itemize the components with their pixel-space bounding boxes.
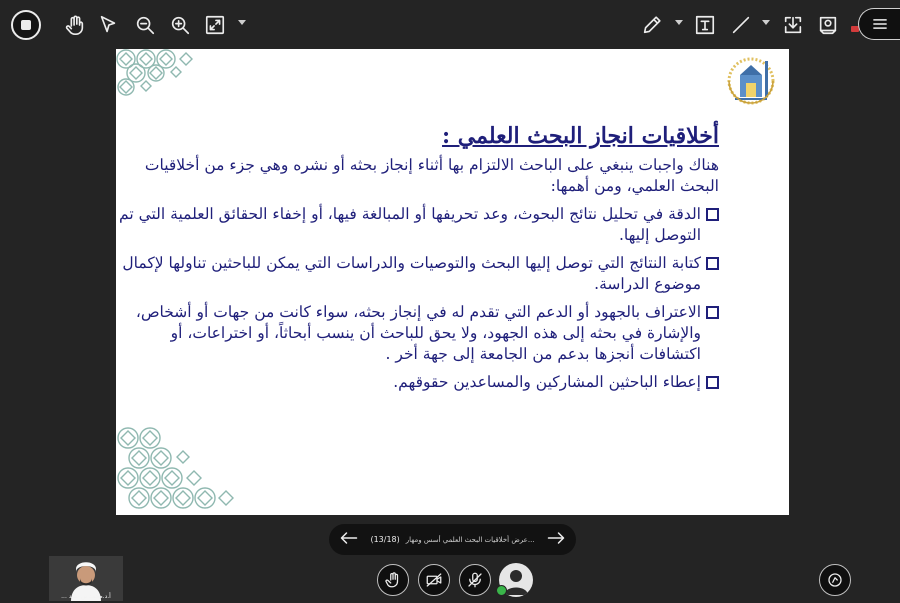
- presentation-slide: [116, 49, 789, 515]
- pen-tool-button[interactable]: [636, 9, 668, 41]
- save-slide-button[interactable]: [812, 9, 844, 41]
- checkbox-bullet-icon: [706, 306, 719, 319]
- bullet-item: [116, 302, 719, 365]
- zoom-in-button[interactable]: [164, 9, 196, 41]
- bullet-text: الاعتراف بالجهود أو الدعم التي تقدم له في إنجاز بحثه، سواء كانت من جهات أو أشخاص، والإشارة في بحثه إلى هذه الجهود، ولا يحق للباحث أن ينسب أبحاثاً، أو اختراعات، أو اكتشافات أنجزها بدعم من الجامعة إلى جهة أخر .: [135, 303, 701, 363]
- top-left-ornament: [116, 49, 196, 97]
- checkbox-bullet-icon: [706, 376, 719, 389]
- download-button[interactable]: [777, 9, 809, 41]
- bullet-text: الدقة في تحليل نتائج البحوث، وعد تحريفها أو المبالغة فيها، أو إخفاء الحقائق العلمية التي تم التوصل إليها.: [119, 205, 701, 244]
- menu-button[interactable]: [858, 8, 900, 40]
- zoom-in-icon: [169, 14, 191, 36]
- mic-off-icon: [466, 571, 484, 589]
- text-tool-button[interactable]: [689, 9, 721, 41]
- slide-info: [370, 535, 534, 544]
- fit-options-chevron-down-icon[interactable]: [238, 20, 246, 25]
- bullet-item: [116, 372, 719, 393]
- participant-video-tile[interactable]: [49, 556, 123, 601]
- line-tool-button[interactable]: [725, 9, 757, 41]
- slide-title: أخلاقيات انجاز البحث العلمي :: [442, 123, 719, 149]
- text-box-icon: [694, 14, 716, 36]
- settings-button[interactable]: [819, 564, 851, 596]
- top-toolbar: [0, 0, 900, 50]
- cursor-icon: [97, 14, 119, 36]
- previous-slide-button[interactable]: [339, 530, 359, 550]
- dial-icon: [826, 571, 844, 589]
- line-icon: [730, 14, 752, 36]
- checkbox-bullet-icon: [706, 257, 719, 270]
- participant-name: أ.د.محمد بن نشد ...: [61, 593, 111, 600]
- presentation-title: عرض أخلاقيات البحث العلمي أسس ومهار...: [405, 535, 535, 544]
- pen-options-chevron-down-icon[interactable]: [675, 20, 683, 25]
- bullet-item: [116, 204, 719, 246]
- slide-content: [116, 123, 719, 400]
- stop-share-button[interactable]: [11, 10, 41, 40]
- download-icon: [782, 14, 804, 36]
- hand-icon: [64, 14, 86, 36]
- slide-counter: (13/18): [370, 535, 400, 544]
- pan-tool-button[interactable]: [59, 9, 91, 41]
- zoom-out-icon: [134, 14, 156, 36]
- raise-hand-icon: [384, 571, 402, 589]
- next-slide-button[interactable]: [546, 530, 566, 550]
- save-image-icon: [817, 14, 839, 36]
- bullet-list: [116, 204, 719, 393]
- slide-intro: هناك واجبات ينبغي على الباحث الالتزام بها أثناء إنجاز بحثه أو نشره وهي جزء من أخلاقيات البحث العلمي، ومن أهمها:: [144, 156, 719, 195]
- online-status-badge: [496, 585, 507, 596]
- arrow-right-icon: [546, 530, 566, 546]
- pen-icon: [641, 14, 663, 36]
- zoom-out-button[interactable]: [129, 9, 161, 41]
- stop-icon: [21, 20, 31, 30]
- camera-off-icon: [425, 571, 443, 589]
- slide-navigator: [329, 524, 576, 555]
- hamburger-icon: [870, 14, 890, 34]
- bullet-text: إعطاء الباحثين المشاركين والمساعدين حقوقهم.: [393, 373, 701, 391]
- bottom-left-ornament: [116, 423, 236, 515]
- arrow-left-icon: [339, 530, 359, 546]
- university-logo: [721, 55, 781, 111]
- line-options-chevron-down-icon[interactable]: [762, 20, 770, 25]
- bullet-text: كتابة النتائج التي توصل إليها البحث والتوصيات والدراسات التي يمكن للباحثين تناولها لإكمال موضوع الدراسة.: [122, 254, 701, 293]
- camera-off-button[interactable]: [418, 564, 450, 596]
- raise-hand-button[interactable]: [377, 564, 409, 596]
- checkbox-bullet-icon: [706, 208, 719, 221]
- fit-screen-button[interactable]: [199, 9, 231, 41]
- mic-off-button[interactable]: [459, 564, 491, 596]
- bullet-item: [116, 253, 719, 295]
- pointer-tool-button[interactable]: [92, 9, 124, 41]
- fit-screen-icon: [204, 14, 226, 36]
